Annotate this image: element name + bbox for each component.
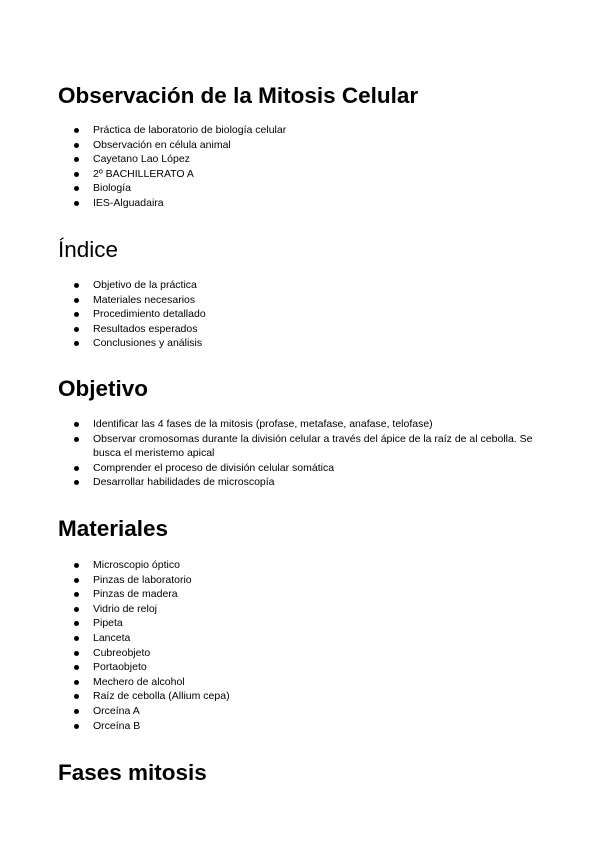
bullet-icon	[74, 283, 79, 288]
bullet-icon	[74, 680, 79, 685]
list-item	[0, 196, 553, 211]
list-item	[0, 704, 553, 719]
bullet-icon	[74, 607, 79, 612]
list-item-text: IES-Alguadaira	[93, 196, 164, 209]
list-item-text: Lanceta	[93, 631, 131, 644]
bullet-icon	[74, 128, 79, 133]
list-item	[0, 475, 553, 490]
indice-list	[0, 278, 553, 351]
bullet-icon	[74, 636, 79, 641]
bullet-icon	[74, 665, 79, 670]
bullet-icon	[74, 157, 79, 162]
list-item-text: Biología	[93, 182, 131, 195]
list-item	[0, 181, 553, 196]
list-item	[0, 689, 553, 704]
objetivo-list	[0, 417, 553, 490]
bullet-icon	[74, 143, 79, 148]
list-item-text: Práctica de laboratorio de biología celular	[93, 124, 287, 136]
bullet-icon	[74, 422, 79, 427]
bullet-icon	[74, 592, 79, 597]
list-item-text: Comprender el proceso de división celular somática	[93, 461, 335, 474]
list-item	[0, 307, 553, 322]
list-item	[0, 152, 553, 167]
list-item	[0, 461, 553, 476]
bullet-icon	[74, 563, 79, 568]
list-item-text: Observación en célula animal	[93, 138, 231, 151]
bullet-icon	[74, 651, 79, 656]
list-item-text: Orceína A	[93, 704, 140, 717]
list-item-text: Orceína B	[93, 719, 141, 732]
bullet-icon	[74, 312, 79, 317]
materiales-heading: Materiales	[58, 516, 169, 541]
list-item-text: Vidrio de reloj	[93, 602, 158, 615]
list-item-text: Pipeta	[93, 617, 123, 630]
header-info-list	[0, 123, 553, 211]
list-item	[0, 278, 553, 293]
bullet-icon	[74, 466, 79, 471]
list-item	[0, 322, 553, 337]
bullet-icon	[74, 201, 79, 206]
list-item-text: Mechero de alcohol	[93, 675, 185, 688]
indice-heading: Índice	[58, 237, 119, 262]
list-item-text: Materiales necesarios	[93, 293, 196, 306]
list-item-text: Raíz de cebolla (Allium cepa)	[93, 690, 230, 703]
list-item	[0, 432, 553, 461]
list-item	[0, 558, 553, 573]
list-item-text: Conclusiones y análisis	[93, 337, 203, 350]
list-item-text: Portaobjeto	[93, 661, 147, 674]
bullet-icon	[74, 709, 79, 714]
bullet-icon	[74, 327, 79, 332]
bullet-icon	[74, 172, 79, 177]
list-item	[0, 675, 553, 690]
list-item	[0, 123, 553, 138]
list-item	[0, 660, 553, 675]
bullet-icon	[74, 186, 79, 191]
bullet-icon	[74, 341, 79, 346]
list-item	[0, 616, 553, 631]
list-item	[0, 631, 553, 646]
bullet-icon	[74, 437, 79, 442]
list-item-text: Pinzas de madera	[93, 588, 178, 601]
objetivo-heading: Objetivo	[58, 376, 149, 401]
fases-heading: Fases mitosis	[58, 760, 207, 785]
bullet-icon	[74, 480, 79, 485]
list-item-text: Objetivo de la práctica	[93, 279, 197, 291]
list-item	[0, 138, 553, 153]
list-item-text: Cayetano Lao López	[93, 153, 190, 166]
list-item	[0, 602, 553, 617]
list-item-text: Identificar las 4 fases de la mitosis (profase, metafase, anafase, telofase)	[93, 418, 433, 430]
list-item-text: Microscopio óptico	[93, 559, 180, 571]
list-item	[0, 573, 553, 588]
bullet-icon	[74, 724, 79, 729]
document-title: Observación de la Mitosis Celular	[58, 83, 419, 108]
bullet-icon	[74, 694, 79, 699]
list-item	[0, 646, 553, 661]
list-item	[0, 587, 553, 602]
list-item	[0, 293, 553, 308]
list-item	[0, 417, 553, 432]
list-item	[0, 719, 553, 734]
list-item-text: Procedimiento detallado	[93, 308, 206, 321]
list-item-text: Pinzas de laboratorio	[93, 573, 192, 586]
list-item-text: Desarrollar habilidades de microscopía	[93, 476, 275, 489]
list-item-text: Resultados esperados	[93, 322, 198, 335]
list-item-text: Cubreobjeto	[93, 646, 151, 659]
bullet-icon	[74, 298, 79, 303]
bullet-icon	[74, 621, 79, 626]
list-item-text: 2º BACHILLERATO A	[93, 167, 194, 180]
list-item	[0, 167, 553, 182]
list-item-text: Observar cromosomas durante la división celular a través del ápice de la raíz de al cebolla. Se busca el meristemo apical	[93, 432, 533, 460]
list-item	[0, 336, 553, 351]
materiales-list	[0, 558, 553, 733]
bullet-icon	[74, 578, 79, 583]
